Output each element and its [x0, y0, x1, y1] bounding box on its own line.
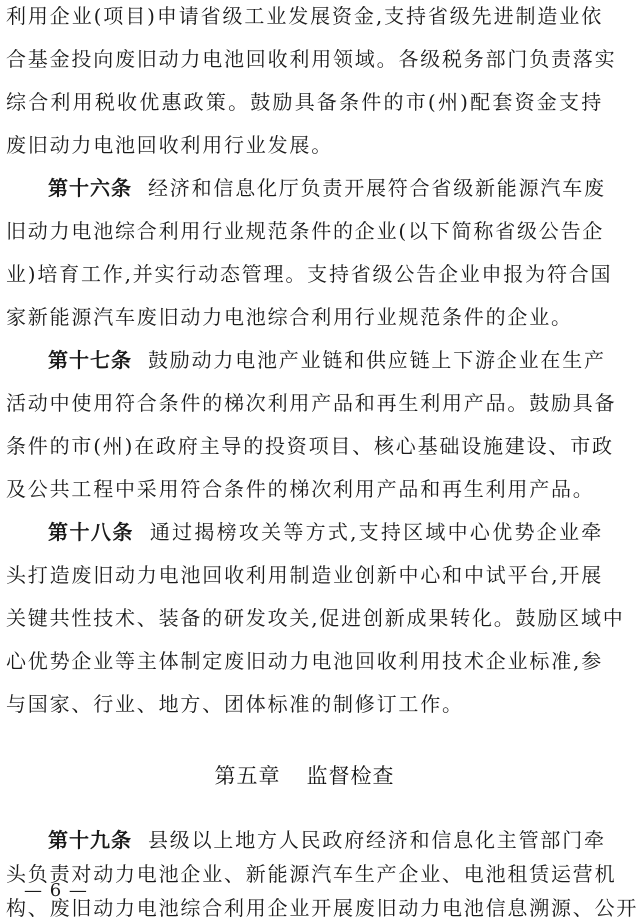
- chapter-title: 监督检查: [306, 764, 395, 788]
- body-text-line: 及公共工程中采用符合条件的梯次利用产品和再生利用产品。: [6, 477, 595, 501]
- body-text-line: 业)培育工作,并实行动态管理。支持省级公告企业申报为符合国: [6, 262, 613, 286]
- body-text-line: 心优势企业等主体制定废旧动力电池回收利用技术企业标准,参: [6, 649, 603, 673]
- body-text-segment: 县级以上地方人民政府经济和信息化主管部门牵: [148, 828, 606, 852]
- article-17-label: 第十七条: [48, 348, 132, 372]
- article-18-first-line: [48, 516, 603, 548]
- article-19-label: 第十九条: [48, 828, 132, 852]
- body-text-line: 关键共性技术、装备的研发攻关,促进创新成果转化。鼓励区域中: [6, 606, 625, 630]
- body-text-line: 与国家、行业、地方、团体标准的制修订工作。: [6, 692, 464, 716]
- chapter-heading: [0, 758, 609, 794]
- article-16-first-line: [48, 172, 606, 204]
- article-16-label: 第十六条: [48, 176, 132, 200]
- body-text-segment: 鼓励动力电池产业链和供应链上下游企业在生产: [148, 348, 606, 372]
- body-text-line: 活动中使用符合条件的梯次利用产品和再生利用产品。鼓励具备: [6, 391, 617, 415]
- body-text-line: 头打造废旧动力电池回收利用制造业创新中心和中试平台,开展: [6, 563, 603, 587]
- body-text-segment: 通过揭榜攻关等方式,支持区域中心优势企业牵: [149, 520, 603, 544]
- article-18-label: 第十八条: [48, 520, 134, 544]
- body-text-line: 废旧动力电池回收利用行业发展。: [6, 133, 333, 157]
- body-text-line: 构、废旧动力电池综合利用企业开展废旧动力电池信息溯源、公开: [6, 896, 638, 920]
- body-text-line: 合基金投向废旧动力电池回收利用领域。各级税务部门负责落实: [6, 47, 617, 71]
- body-text-segment: 经济和信息化厅负责开展符合省级新能源汽车废: [148, 176, 606, 200]
- body-text-line: 条件的市(州)在政府主导的投资项目、核心基础设施建设、市政: [6, 434, 614, 458]
- body-text-line: 头负责对动力电池企业、新能源汽车生产企业、电池租赁运营机: [6, 862, 617, 886]
- chapter-number: 第五章: [214, 764, 281, 788]
- article-19-first-line: [48, 824, 606, 856]
- article-17-first-line: [48, 344, 606, 376]
- body-text-line: 利用企业(项目)申请省级工业发展资金,支持省级先进制造业依: [6, 4, 603, 28]
- body-text-line: 旧动力电池综合利用行业规范条件的企业(以下简称省级公告企: [6, 219, 605, 243]
- body-text-line: 家新能源汽车废旧动力电池综合利用行业规范条件的企业。: [6, 305, 573, 329]
- page-number: — 6 —: [24, 880, 88, 901]
- body-text-line: 综合利用税收优惠政策。鼓励具备条件的市(州)配套资金支持: [6, 90, 603, 114]
